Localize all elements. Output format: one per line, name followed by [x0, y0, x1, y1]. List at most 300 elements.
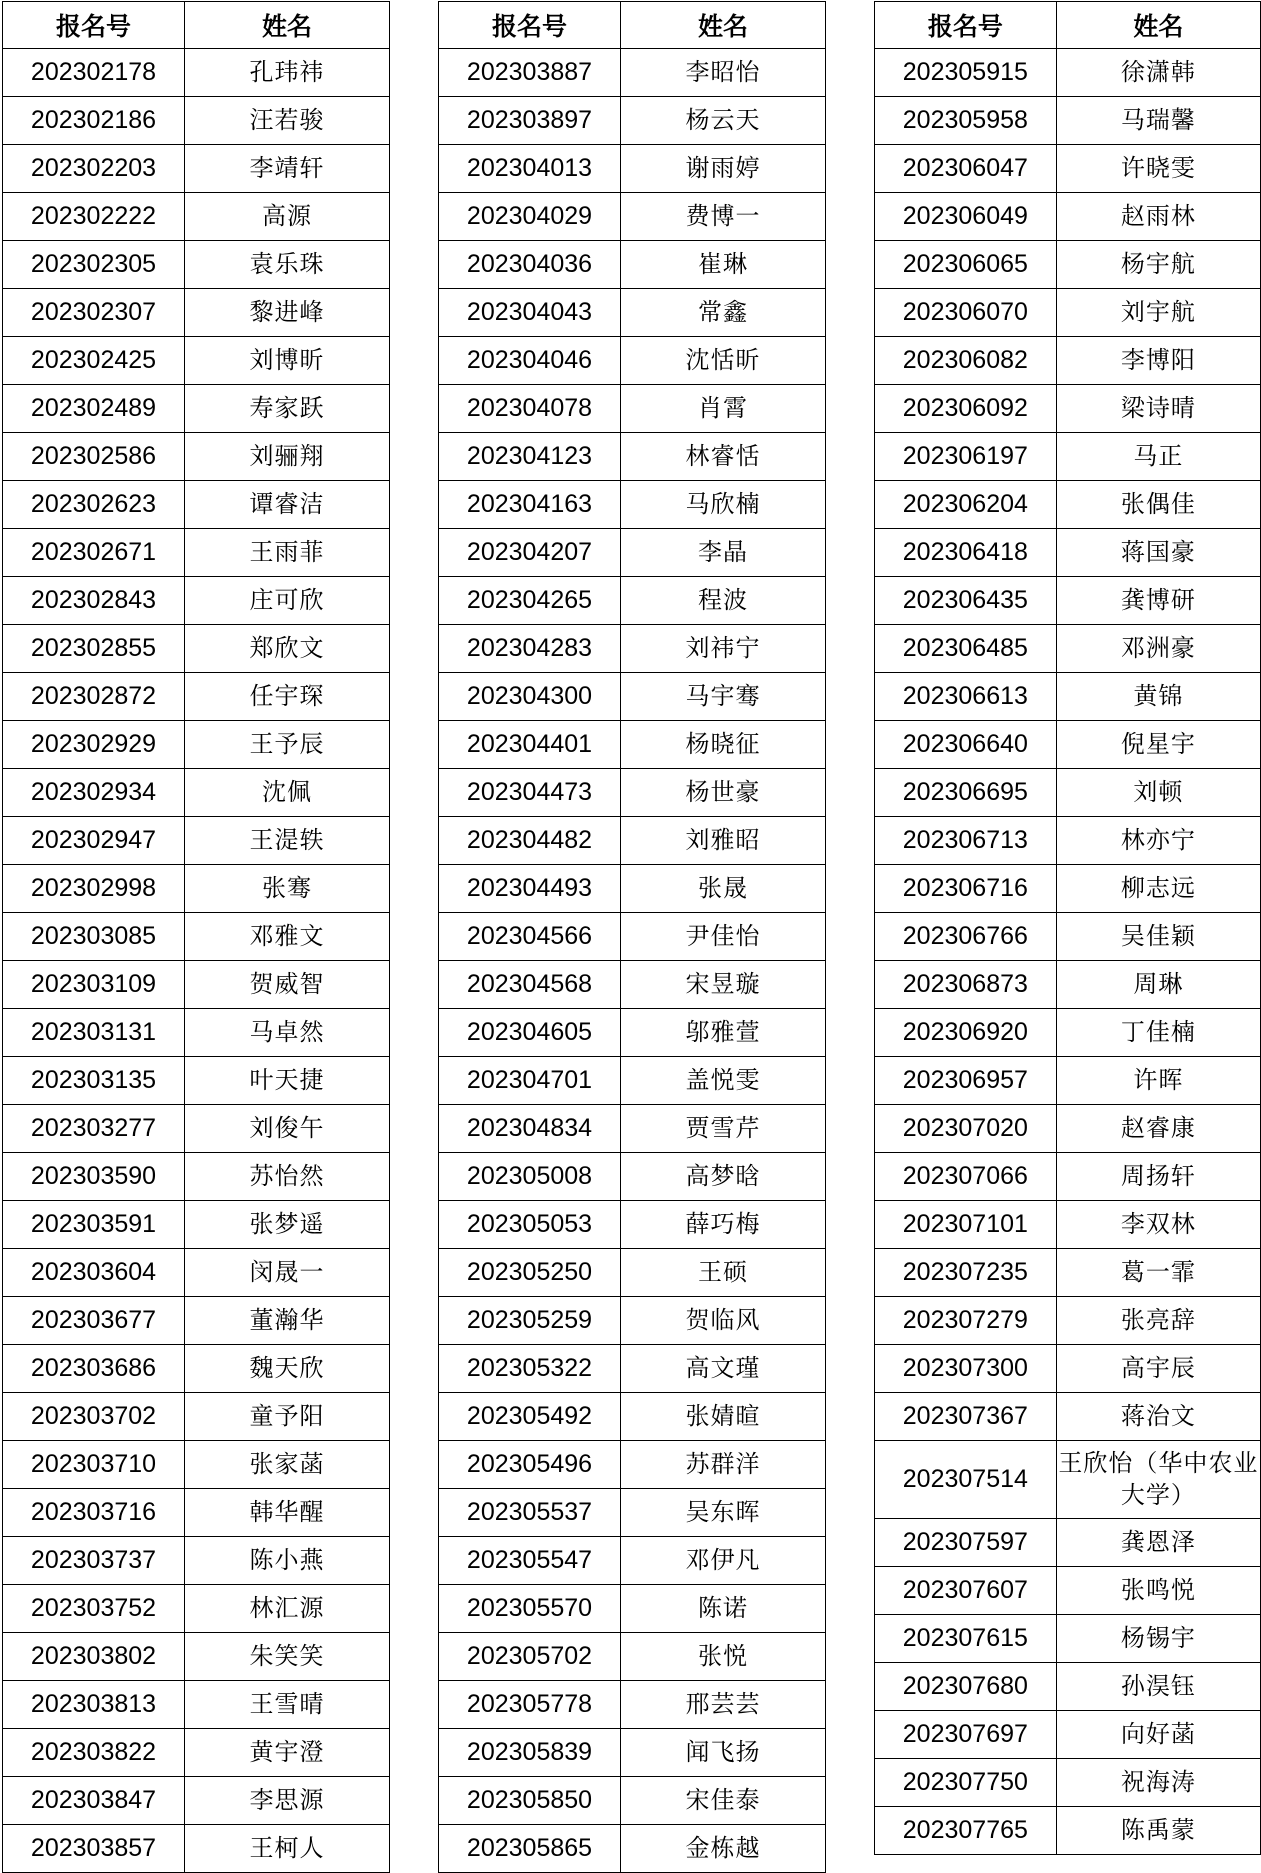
name-cell: 杨世豪 [621, 769, 826, 817]
name-cell: 刘宇航 [1056, 289, 1260, 337]
name-cell: 袁乐珠 [185, 241, 390, 289]
registration-number-cell: 202305537 [439, 1489, 621, 1537]
name-cell: 蒋国豪 [1056, 529, 1260, 577]
registration-number-cell: 202307514 [875, 1441, 1057, 1519]
name-cell: 邬雅萱 [621, 1009, 826, 1057]
name-cell: 杨宇航 [1056, 241, 1260, 289]
name-cell: 叶天捷 [185, 1057, 390, 1105]
registration-number-cell: 202307367 [875, 1393, 1057, 1441]
roster-table-1 [2, 1, 390, 1873]
registration-number-cell: 202303109 [3, 961, 185, 1009]
registration-number-cell: 202306716 [875, 865, 1057, 913]
table-row [3, 721, 390, 769]
table-row [439, 145, 826, 193]
table-row [3, 1201, 390, 1249]
name-cell: 杨晓征 [621, 721, 826, 769]
registration-number-cell: 202302489 [3, 385, 185, 433]
table-row [439, 337, 826, 385]
name-cell: 谭睿洁 [185, 481, 390, 529]
table-row [875, 1297, 1261, 1345]
table-row [439, 1825, 826, 1873]
table-row [875, 241, 1261, 289]
name-cell: 贺威智 [185, 961, 390, 1009]
name-cell: 宋佳泰 [621, 1777, 826, 1825]
table-row [3, 385, 390, 433]
table-row [439, 817, 826, 865]
name-cell: 刘雅昭 [621, 817, 826, 865]
registration-number-cell: 202304163 [439, 481, 621, 529]
table-row [3, 1489, 390, 1537]
table-row [3, 145, 390, 193]
registration-number-cell: 202303822 [3, 1729, 185, 1777]
registration-number-cell: 202302855 [3, 625, 185, 673]
name-cell: 蒋治文 [1056, 1393, 1260, 1441]
name-cell: 周扬轩 [1056, 1153, 1260, 1201]
table-row [3, 1441, 390, 1489]
name-cell: 薛巧梅 [621, 1201, 826, 1249]
name-cell: 刘骊翔 [185, 433, 390, 481]
registration-number-cell: 202305496 [439, 1441, 621, 1489]
name-cell: 魏天欣 [185, 1345, 390, 1393]
registration-number-cell: 202304834 [439, 1105, 621, 1153]
table-row [439, 1633, 826, 1681]
table-row [875, 577, 1261, 625]
registration-number-cell: 202303131 [3, 1009, 185, 1057]
header-name: 姓名 [1056, 2, 1260, 49]
registration-number-cell: 202306873 [875, 961, 1057, 1009]
table-row [439, 1681, 826, 1729]
table-row [3, 1777, 390, 1825]
registration-number-cell: 202304566 [439, 913, 621, 961]
registration-number-cell: 202305250 [439, 1249, 621, 1297]
table-row [3, 577, 390, 625]
registration-number-cell: 202307597 [875, 1519, 1057, 1567]
name-cell: 贺临风 [621, 1297, 826, 1345]
name-cell: 张偶佳 [1056, 481, 1260, 529]
name-cell: 梁诗晴 [1056, 385, 1260, 433]
table-row [875, 1567, 1261, 1615]
name-cell: 马瑞馨 [1056, 97, 1260, 145]
registration-number-cell: 202303591 [3, 1201, 185, 1249]
name-cell: 王予辰 [185, 721, 390, 769]
name-cell: 柳志远 [1056, 865, 1260, 913]
name-cell: 林亦宁 [1056, 817, 1260, 865]
table-row [875, 49, 1261, 97]
registration-number-cell: 202306435 [875, 577, 1057, 625]
registration-number-cell: 202306204 [875, 481, 1057, 529]
name-cell: 沈恬昕 [621, 337, 826, 385]
name-cell: 葛一霏 [1056, 1249, 1260, 1297]
registration-number-cell: 202305008 [439, 1153, 621, 1201]
registration-number-cell: 202303897 [439, 97, 621, 145]
name-cell: 邢芸芸 [621, 1681, 826, 1729]
table-row [875, 625, 1261, 673]
roster-table-3 [874, 1, 1261, 1855]
table-row [439, 1441, 826, 1489]
name-cell: 李双林 [1056, 1201, 1260, 1249]
table-row [875, 913, 1261, 961]
table-row [439, 49, 826, 97]
table-row [875, 721, 1261, 769]
registration-number-cell: 202302929 [3, 721, 185, 769]
name-cell: 尹佳怡 [621, 913, 826, 961]
registration-number-cell: 202304283 [439, 625, 621, 673]
registration-number-cell: 202305570 [439, 1585, 621, 1633]
registration-number-cell: 202304568 [439, 961, 621, 1009]
table-row [875, 1615, 1261, 1663]
table-row [3, 1681, 390, 1729]
registration-number-cell: 202304078 [439, 385, 621, 433]
name-cell: 张骞 [185, 865, 390, 913]
name-cell: 高文瑾 [621, 1345, 826, 1393]
table-row [875, 193, 1261, 241]
table-row [439, 1345, 826, 1393]
table-row [3, 961, 390, 1009]
registration-number-cell: 202306070 [875, 289, 1057, 337]
table-row [439, 1537, 826, 1585]
table-row [875, 385, 1261, 433]
table-row [439, 1393, 826, 1441]
name-cell: 李靖轩 [185, 145, 390, 193]
registration-number-cell: 202306049 [875, 193, 1057, 241]
registration-number-cell: 202304300 [439, 673, 621, 721]
name-cell: 郑欣文 [185, 625, 390, 673]
registration-number-cell: 202302425 [3, 337, 185, 385]
name-cell: 李思源 [185, 1777, 390, 1825]
table-row [439, 241, 826, 289]
table-row [439, 433, 826, 481]
name-cell: 王欣怡（华中农业大学） [1056, 1441, 1260, 1519]
registration-number-cell: 202304265 [439, 577, 621, 625]
name-cell: 黄宇澄 [185, 1729, 390, 1777]
header-row [875, 2, 1261, 49]
name-cell: 张晟 [621, 865, 826, 913]
registration-number-cell: 202302178 [3, 49, 185, 97]
table-row [3, 625, 390, 673]
name-cell: 陈小燕 [185, 1537, 390, 1585]
table-row [439, 1057, 826, 1105]
name-cell: 许晓雯 [1056, 145, 1260, 193]
registration-number-cell: 202306713 [875, 817, 1057, 865]
registration-number-cell: 202302623 [3, 481, 185, 529]
name-cell: 刘俊午 [185, 1105, 390, 1153]
name-cell: 林汇源 [185, 1585, 390, 1633]
name-cell: 沈佩 [185, 769, 390, 817]
name-cell: 崔琳 [621, 241, 826, 289]
table-row [875, 1249, 1261, 1297]
name-cell: 王柯人 [185, 1825, 390, 1873]
table-row [439, 1249, 826, 1297]
table-row [439, 193, 826, 241]
name-cell: 倪星宇 [1056, 721, 1260, 769]
header-registration-number: 报名号 [3, 2, 185, 49]
registration-number-cell: 202304701 [439, 1057, 621, 1105]
name-cell: 高宇辰 [1056, 1345, 1260, 1393]
table-row [3, 913, 390, 961]
name-cell: 王硕 [621, 1249, 826, 1297]
name-cell: 童予阳 [185, 1393, 390, 1441]
table-row [3, 673, 390, 721]
registration-number-cell: 202305492 [439, 1393, 621, 1441]
name-cell: 邓伊凡 [621, 1537, 826, 1585]
registration-number-cell: 202303590 [3, 1153, 185, 1201]
registration-number-cell: 202306613 [875, 673, 1057, 721]
registration-number-cell: 202303085 [3, 913, 185, 961]
table-row [439, 97, 826, 145]
registration-number-cell: 202304605 [439, 1009, 621, 1057]
name-cell: 赵雨林 [1056, 193, 1260, 241]
name-cell: 祝海涛 [1056, 1759, 1260, 1807]
table-row [439, 961, 826, 1009]
registration-number-cell: 202302203 [3, 145, 185, 193]
name-cell: 闻飞扬 [621, 1729, 826, 1777]
registration-number-cell: 202305322 [439, 1345, 621, 1393]
table-row [875, 529, 1261, 577]
registration-number-cell: 202305778 [439, 1681, 621, 1729]
table-row [3, 193, 390, 241]
table-row [439, 1489, 826, 1537]
name-cell: 任宇琛 [185, 673, 390, 721]
registration-number-cell: 202305850 [439, 1777, 621, 1825]
roster-table-2 [438, 1, 826, 1873]
registration-number-cell: 202306640 [875, 721, 1057, 769]
name-cell: 朱笑笑 [185, 1633, 390, 1681]
registration-number-cell: 202305053 [439, 1201, 621, 1249]
header-name: 姓名 [185, 2, 390, 49]
name-cell: 杨云天 [621, 97, 826, 145]
registration-number-cell: 202304046 [439, 337, 621, 385]
table-row [875, 1711, 1261, 1759]
registration-number-cell: 202303813 [3, 1681, 185, 1729]
table-row [439, 1153, 826, 1201]
registration-number-cell: 202305915 [875, 49, 1057, 97]
name-cell: 高梦晗 [621, 1153, 826, 1201]
table-row [875, 97, 1261, 145]
table-row [439, 1105, 826, 1153]
registration-number-cell: 202304207 [439, 529, 621, 577]
name-cell: 陈禹蒙 [1056, 1807, 1260, 1855]
registration-number-cell: 202306695 [875, 769, 1057, 817]
table-row [439, 289, 826, 337]
name-cell: 李博阳 [1056, 337, 1260, 385]
table-row [3, 529, 390, 577]
registration-number-cell: 202302305 [3, 241, 185, 289]
registration-number-cell: 202304493 [439, 865, 621, 913]
registration-number-cell: 202302998 [3, 865, 185, 913]
registration-number-cell: 202302843 [3, 577, 185, 625]
name-cell: 刘祎宁 [621, 625, 826, 673]
registration-number-cell: 202305839 [439, 1729, 621, 1777]
name-cell: 盖悦雯 [621, 1057, 826, 1105]
table-row [3, 1633, 390, 1681]
table-row [439, 913, 826, 961]
table-row [439, 1009, 826, 1057]
registration-number-cell: 202306047 [875, 145, 1057, 193]
registration-number-cell: 202305259 [439, 1297, 621, 1345]
name-cell: 黄锦 [1056, 673, 1260, 721]
header-registration-number: 报名号 [875, 2, 1057, 49]
table-row [875, 1009, 1261, 1057]
name-cell: 向好菡 [1056, 1711, 1260, 1759]
name-cell: 汪若骏 [185, 97, 390, 145]
registration-number-cell: 202306092 [875, 385, 1057, 433]
registration-number-cell: 202302186 [3, 97, 185, 145]
table-row [3, 1393, 390, 1441]
registration-number-cell: 202307765 [875, 1807, 1057, 1855]
table-row [875, 1201, 1261, 1249]
name-cell: 吴东晖 [621, 1489, 826, 1537]
table-row [439, 1201, 826, 1249]
registration-number-cell: 202304401 [439, 721, 621, 769]
table-row [439, 769, 826, 817]
name-cell: 贾雪芹 [621, 1105, 826, 1153]
table-row [439, 625, 826, 673]
name-cell: 刘博昕 [185, 337, 390, 385]
table-row [439, 1585, 826, 1633]
name-cell: 林睿恬 [621, 433, 826, 481]
table-row [875, 1105, 1261, 1153]
registration-number-cell: 202303857 [3, 1825, 185, 1873]
registration-number-cell: 202306485 [875, 625, 1057, 673]
registration-number-cell: 202307697 [875, 1711, 1057, 1759]
registration-number-cell: 202303847 [3, 1777, 185, 1825]
table-row [3, 865, 390, 913]
table-row [3, 1057, 390, 1105]
registration-number-cell: 202303710 [3, 1441, 185, 1489]
registration-number-cell: 202303686 [3, 1345, 185, 1393]
registration-number-cell: 202302947 [3, 817, 185, 865]
table-row [3, 1585, 390, 1633]
registration-number-cell: 202303135 [3, 1057, 185, 1105]
name-cell: 张悦 [621, 1633, 826, 1681]
header-registration-number: 报名号 [439, 2, 621, 49]
name-cell: 谢雨婷 [621, 145, 826, 193]
table-row [3, 433, 390, 481]
table-row [439, 865, 826, 913]
table-row [3, 1153, 390, 1201]
name-cell: 张婧暄 [621, 1393, 826, 1441]
name-cell: 吴佳颖 [1056, 913, 1260, 961]
registration-number-cell: 202305702 [439, 1633, 621, 1681]
table-row [875, 337, 1261, 385]
registration-number-cell: 202302222 [3, 193, 185, 241]
table-row [875, 817, 1261, 865]
name-cell: 邓雅文 [185, 913, 390, 961]
table-row [875, 1153, 1261, 1201]
name-cell: 赵睿康 [1056, 1105, 1260, 1153]
name-cell: 孔玮祎 [185, 49, 390, 97]
table-row [439, 673, 826, 721]
registration-number-cell: 202305865 [439, 1825, 621, 1873]
registration-number-cell: 202304029 [439, 193, 621, 241]
name-cell: 苏群洋 [621, 1441, 826, 1489]
table-row [875, 433, 1261, 481]
name-cell: 许晖 [1056, 1057, 1260, 1105]
table-row [875, 1663, 1261, 1711]
name-cell: 王雨菲 [185, 529, 390, 577]
table-row [875, 481, 1261, 529]
name-cell: 杨锡宇 [1056, 1615, 1260, 1663]
name-cell: 刘顿 [1056, 769, 1260, 817]
name-cell: 苏怡然 [185, 1153, 390, 1201]
table-row [3, 337, 390, 385]
table-row [875, 145, 1261, 193]
name-cell: 闵晟一 [185, 1249, 390, 1297]
registration-number-cell: 202303802 [3, 1633, 185, 1681]
name-cell: 龚博研 [1056, 577, 1260, 625]
table-row [439, 1729, 826, 1777]
table-row [875, 1519, 1261, 1567]
table-row [875, 1759, 1261, 1807]
registration-number-cell: 202303677 [3, 1297, 185, 1345]
registration-number-cell: 202307750 [875, 1759, 1057, 1807]
registration-number-cell: 202303716 [3, 1489, 185, 1537]
header-row [3, 2, 390, 49]
name-cell: 马正 [1056, 433, 1260, 481]
table-row [875, 289, 1261, 337]
table-row [3, 1009, 390, 1057]
header-row [439, 2, 826, 49]
name-cell: 肖霄 [621, 385, 826, 433]
table-row [3, 97, 390, 145]
registration-number-cell: 202303604 [3, 1249, 185, 1297]
table-row [439, 385, 826, 433]
table-row [875, 1441, 1261, 1519]
name-cell: 费博一 [621, 193, 826, 241]
registration-number-cell: 202303702 [3, 1393, 185, 1441]
registration-number-cell: 202303887 [439, 49, 621, 97]
name-cell: 程波 [621, 577, 826, 625]
table-row [875, 1345, 1261, 1393]
table-row [875, 1807, 1261, 1855]
table-row [875, 769, 1261, 817]
name-cell: 马欣楠 [621, 481, 826, 529]
registration-number-cell: 202306766 [875, 913, 1057, 961]
table-row [439, 481, 826, 529]
registration-number-cell: 202302307 [3, 289, 185, 337]
table-row [3, 817, 390, 865]
table-row [3, 1825, 390, 1873]
name-cell: 周琳 [1056, 961, 1260, 1009]
name-cell: 张鸣悦 [1056, 1567, 1260, 1615]
table-row [3, 769, 390, 817]
table-row [3, 1105, 390, 1153]
name-cell: 马宇骞 [621, 673, 826, 721]
table-row [3, 1537, 390, 1585]
name-cell: 宋昱璇 [621, 961, 826, 1009]
name-cell: 王雪晴 [185, 1681, 390, 1729]
name-cell: 张亮辞 [1056, 1297, 1260, 1345]
name-cell: 徐潇韩 [1056, 49, 1260, 97]
name-cell: 张家菡 [185, 1441, 390, 1489]
registration-number-cell: 202305547 [439, 1537, 621, 1585]
registration-number-cell: 202303737 [3, 1537, 185, 1585]
name-cell: 庄可欣 [185, 577, 390, 625]
name-cell: 马卓然 [185, 1009, 390, 1057]
registration-number-cell: 202307279 [875, 1297, 1057, 1345]
registration-number-cell: 202306082 [875, 337, 1057, 385]
table-row [3, 1345, 390, 1393]
registration-number-cell: 202306197 [875, 433, 1057, 481]
registration-number-cell: 202307101 [875, 1201, 1057, 1249]
name-cell: 陈诺 [621, 1585, 826, 1633]
registration-number-cell: 202302934 [3, 769, 185, 817]
table-row [439, 1777, 826, 1825]
table-row [439, 577, 826, 625]
registration-number-cell: 202304013 [439, 145, 621, 193]
name-cell: 高源 [185, 193, 390, 241]
registration-number-cell: 202304043 [439, 289, 621, 337]
